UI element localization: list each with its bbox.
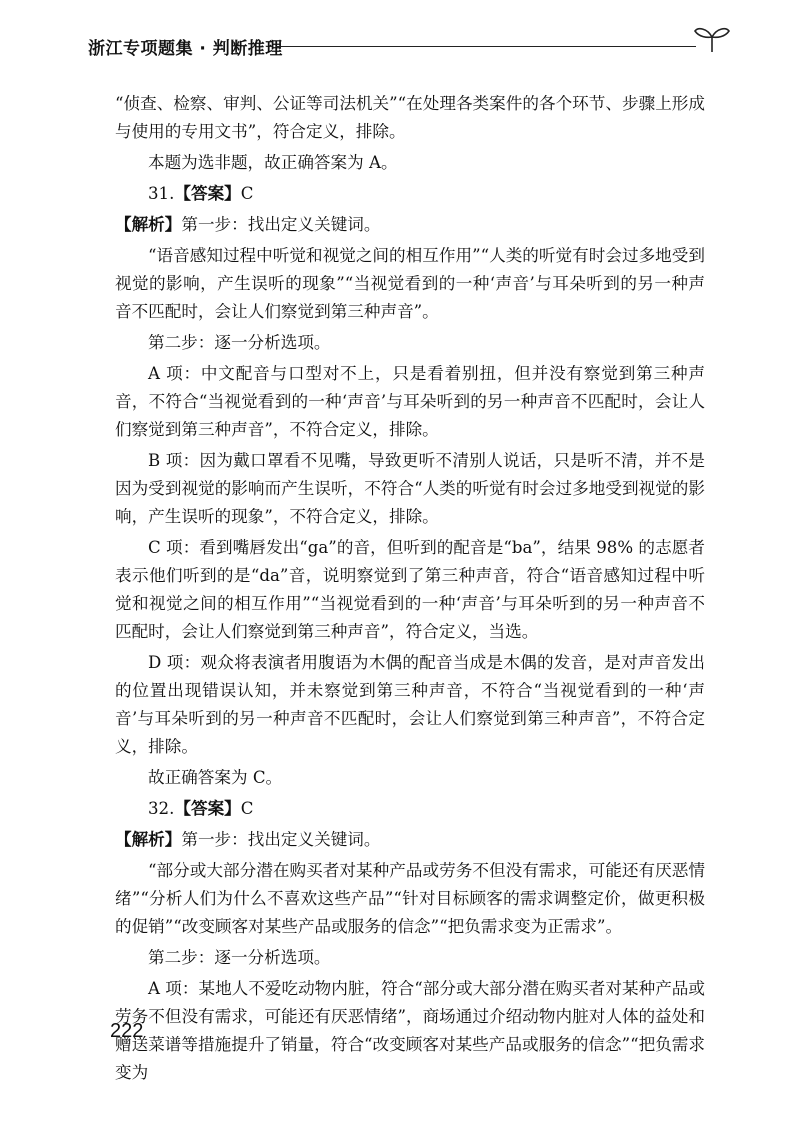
q31-answer: C <box>240 184 254 203</box>
sprout-icon <box>693 24 731 54</box>
q31-step2: 第二步：逐一分析选项。 <box>148 333 331 352</box>
q31-option-d: D 项：观众将表演者用腹语为木偶的配音当成是木偶的发音，是对声音发出的位置出现错误认知，并未察觉到第三种声音，不符合“当视觉看到的一种‘声音’与耳朵听到的另一种声音不匹配时，会让人们察觉到第三种声音”，不符合定义，排除。 <box>115 653 705 756</box>
q32-step2: 第二步：逐一分析选项。 <box>148 948 331 967</box>
q32-analysis-line <box>115 826 705 854</box>
q32-answer-label: 【答案】 <box>174 799 241 818</box>
header-title: 浙江专项题集 · 判断推理 <box>88 39 283 59</box>
q31-step1: 第一步：找出定义关键词。 <box>181 215 381 234</box>
q31-option-c: C 项：看到嘴唇发出“ga”的音，但听到的配音是“ba”，结果 98% 的志愿者表示他们听到的是“da”音，说明察觉到了第三种声音，符合“语音感知过程中听觉和视觉之间的相互作用”“当视觉看到的一种‘声音’与耳朵听到的另一种声音不匹配时，会让人们察觉到第三种声音”，符合定义，当选。 <box>115 538 705 641</box>
q31-answer-label: 【答案】 <box>174 184 241 203</box>
q32-keywords: “部分或大部分潜在购买者对某种产品或劳务不但没有需求，可能还有厌恶情绪”“分析人们为什么不喜欢这些产品”“针对目标顾客的需求调整定价，做更积极的促销”“改变顾客对某些产品或服务的信念”“把负需求变为正需求”。 <box>115 861 705 936</box>
q32-answer: C <box>240 799 254 818</box>
q31-analysis-label: 【解析】 <box>115 215 182 234</box>
q32-number: 32. <box>148 799 175 818</box>
q31-number: 31. <box>148 184 175 203</box>
running-header <box>88 34 728 64</box>
page-body <box>115 90 705 1087</box>
q31-option-b: B 项：因为戴口罩看不见嘴，导致更听不清别人说话，只是听不清，并不是因为受到视觉的影响而产生误听，不符合“人类的听觉有时会过多地受到视觉的影响，产生误听的现象”，不符合定义，排除。 <box>115 451 705 526</box>
paragraph-prev-answer: 本题为选非题，故正确答案为 A。 <box>148 153 398 172</box>
q32-option-a: A 项：某地人不爱吃动物内脏，符合“部分或大部分潜在购买者对某种产品或劳务不但没有需求，可能还有厌恶情绪”，商场通过介绍动物内脏对人体的益处和赠送菜谱等措施提升了销量，符合“改变顾客对某些产品或服务的信念”“把负需求变为 <box>115 979 705 1082</box>
q31-answer-line <box>115 180 705 208</box>
q31-conclusion: 故正确答案为 C。 <box>148 768 283 787</box>
q31-option-a: A 项：中文配音与口型对不上，只是看着别扭，但并没有察觉到第三种声音，不符合“当视觉看到的一种‘声音’与耳朵听到的另一种声音不匹配时，会让人们察觉到第三种声音”，不符合定义，排除。 <box>115 364 705 439</box>
q31-keywords: “语音感知过程中听觉和视觉之间的相互作用”“人类的听觉有时会过多地受到视觉的影响，产生误听的现象”“当视觉看到的一种‘声音’与耳朵听到的另一种声音不匹配时，会让人们察觉到第三种声音”。 <box>115 246 705 321</box>
paragraph-prev-conclusion: “侦查、检察、审判、公证等司法机关”“在处理各类案件的各个环节、步骤上形成与使用的专用文书”，符合定义，排除。 <box>115 94 705 141</box>
q32-analysis-label: 【解析】 <box>115 830 182 849</box>
q31-analysis-line <box>115 211 705 239</box>
q32-answer-line <box>115 795 705 823</box>
page-number: 222 <box>110 1020 144 1042</box>
header-rule <box>276 46 696 47</box>
q32-step1: 第一步：找出定义关键词。 <box>181 830 381 849</box>
